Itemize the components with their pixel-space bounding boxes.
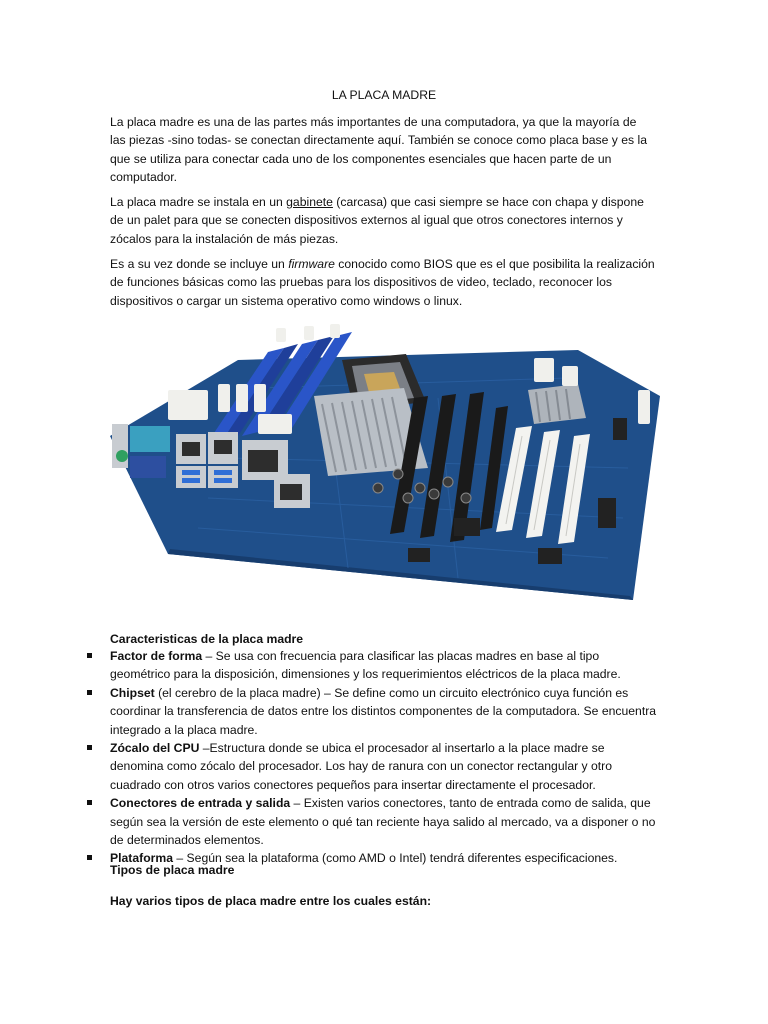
bullet-icon [87, 690, 92, 695]
cabinet-paragraph [110, 193, 655, 248]
feature-text: – Según sea la plataforma (como AMD o Intel) tendrá diferentes especificaciones. [173, 851, 618, 866]
bullet-icon [87, 745, 92, 750]
feature-text: –Estructura donde se ubica el procesador al insertarlo a la place madre se denomina como zócalo del procesador. Los hay de ranura con un conector rectangular y otro cuadrado con otros varios conectores pequeños para insertar directamente el procesador. [110, 741, 613, 792]
bios-paragraph-end: conocido como BIOS que es el que posibilita la realización de funciones básicas como las pruebas para los dispositivos de video, teclado, reconocer los dispositivos o cargar un sistema operativo como windows o linux. [110, 257, 655, 308]
bios-paragraph [110, 255, 655, 310]
chipset-heatsink [528, 384, 586, 424]
feature-term: Plataforma [110, 851, 173, 866]
gabinete-link[interactable]: gabinete [286, 195, 333, 209]
list-item [86, 684, 658, 739]
feature-text: – Se usa con frecuencia para clasificar las placas madres en base al tipo geométrico para la disposición, dimensiones y los requerimientos eléctricos de la placa madre. [110, 649, 621, 682]
list-item [86, 794, 658, 849]
intro-paragraph: La placa madre es una de las partes más importantes de una computadora, ya que la mayoría de las piezas -sino todas- se conectan directamente aquí. También se conoce como placa base y es la que se utiliza para conectar cada uno de los componentes esenciales que hacen parte de un computador. [110, 115, 648, 185]
bullet-icon [87, 653, 92, 658]
feature-term: Zócalo del CPU [110, 741, 200, 756]
cabinet-paragraph-end: (carcasa) que casi siempre se hace con chapa y dispone de un palet para que se conecten dispositivos externos al igual que otros conectores internos y zócalos para la instalación de más piezas. [110, 195, 644, 246]
feature-text: – Existen varios conectores, tanto de entrada como de salida, que según sea la versión de este elemento o qué tan reciente haya salido al mercado, va a disponer o no de determinados elementos. [110, 796, 656, 848]
list-item [86, 647, 658, 684]
features-title: Caracteristicas de la placa madre [110, 632, 304, 646]
feature-text: (el cerebro de la placa madre) – Se define como un circuito electrónico cuya función es coordinar la transferencia de datos entre los distintos componentes de la computadora. Se encuentra integrado a la placa madre. [110, 685, 657, 737]
types-heading: Tipos de placa madre [110, 863, 235, 877]
firmware-term: firmware [288, 257, 335, 271]
bios-paragraph-start: Es a su vez donde se incluye un [110, 257, 289, 271]
feature-term: Factor de forma [110, 649, 203, 663]
cabinet-paragraph-start: La placa madre se instala en un [110, 195, 287, 209]
feature-term: Conectores de entrada y salida [110, 796, 291, 811]
document-title: LA PLACA MADRE [331, 88, 437, 102]
list-item [86, 739, 658, 794]
types-intro: Hay varios tipos de placa madre entre los cuales están: [110, 894, 432, 908]
bullet-icon [87, 855, 92, 860]
motherboard-photo [108, 318, 660, 600]
bullet-icon [87, 800, 92, 805]
features-list [86, 647, 658, 868]
feature-term: Chipset [110, 685, 155, 700]
